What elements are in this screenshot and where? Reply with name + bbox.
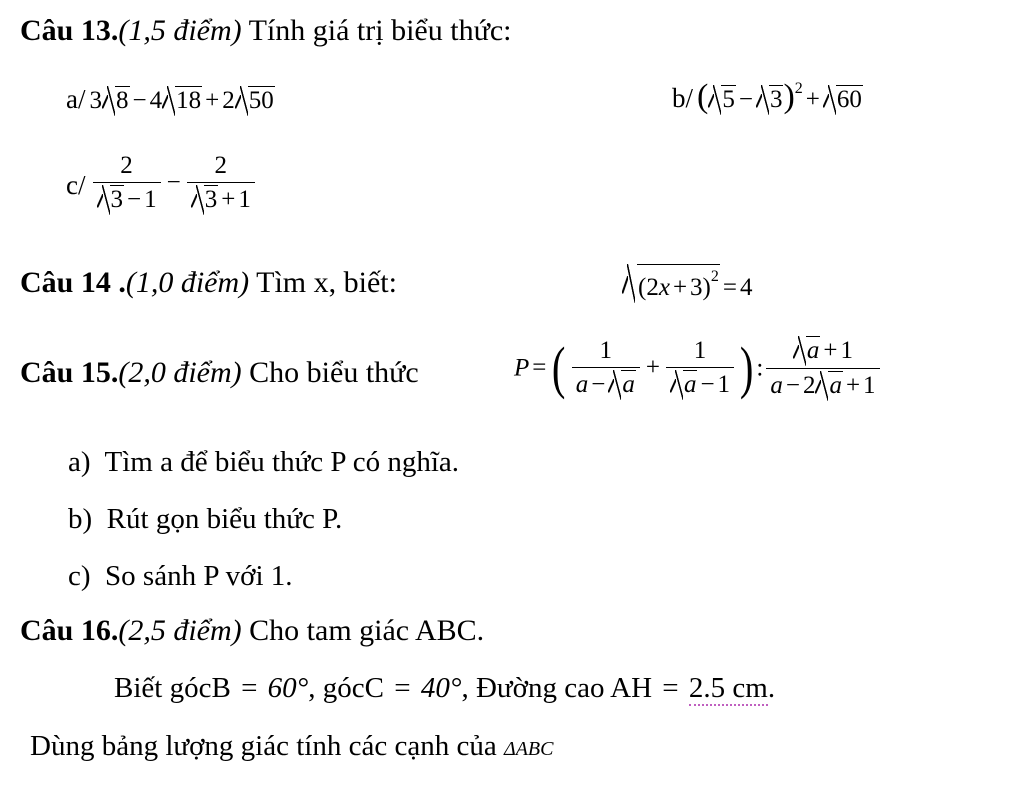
item-a-text: Tìm a để biểu thức P có nghĩa. [104, 446, 460, 478]
task-text: Dùng bảng lượng giác tính các cạnh của [30, 730, 497, 762]
question-16-points: (2,5 điểm) [118, 614, 242, 647]
question-16-heading [20, 614, 484, 648]
question-13-prompt: Tính giá trị biểu thức: [248, 14, 512, 47]
expression-b: ( 5 − 3)$^2$ + 60 [697, 78, 862, 115]
angle-c-label: góc [322, 672, 365, 704]
question-13-heading [20, 14, 512, 48]
question-15-prompt: Cho biểu thức [249, 356, 419, 389]
question-15-item-c [68, 560, 293, 593]
part-c-label: c/ [66, 169, 86, 200]
question-13-part-a [66, 84, 275, 116]
question-15-item-a [68, 446, 459, 479]
angle-b-name: B [211, 672, 231, 704]
item-a-marker: a) [68, 446, 91, 478]
angle-c-name: C [364, 672, 384, 704]
question-13-part-c [66, 152, 258, 215]
question-15-heading [20, 356, 419, 390]
question-15-title: Câu 15. [20, 356, 119, 389]
question-14-points: (1,0 điểm) [125, 266, 250, 299]
question-13-title: Câu 13. [20, 14, 119, 47]
altitude-label: Đường cao [475, 672, 605, 704]
item-b-text: Rút gọn biểu thức P. [106, 503, 343, 535]
question-16-prompt: Cho tam giác ABC. [249, 614, 485, 647]
question-16-task [30, 730, 553, 763]
angle-c-value: 40° [420, 672, 462, 704]
angle-b-label: góc [169, 672, 212, 704]
question-15-points: (2,0 điểm) [118, 356, 242, 389]
item-c-text: So sánh P với 1. [105, 560, 293, 592]
item-b-marker: b) [68, 503, 93, 535]
part-a-label: a/ [66, 84, 86, 114]
question-16-given: Biết gócB = 60°, gócC = 40°, Đường cao AH = 2.5 cm. [114, 672, 776, 704]
item-c-marker: c) [68, 560, 91, 592]
altitude-value: 2.5 cm [688, 672, 768, 704]
question-16-title: Câu 16. [20, 614, 119, 647]
question-15-item-b [68, 503, 342, 536]
question-14-title: Câu 14 . [20, 266, 126, 299]
part-b-label: b/ [672, 83, 694, 113]
given-intro: Biết [114, 672, 163, 704]
expression-a: 3 8 − 4 18 + 2 50 [89, 87, 274, 114]
expression-c: $\frac{2}{3 - 1}$ − $\frac{2}{3 + 1}$ [90, 168, 258, 195]
expression-p: P = ( $\frac{1}{a - a}$ + $\frac{1}{a - 1}$ ) : $\frac{a + 1}{a - 2 a + 1}$ [514, 336, 883, 401]
question-14-heading [20, 266, 397, 300]
question-13-points: (1,5 điểm) [118, 14, 242, 47]
triangle-abc: ΔABC [503, 738, 554, 760]
question-13-part-b [672, 78, 863, 116]
angle-b-value: 60° [267, 672, 309, 704]
altitude-name: AH [610, 672, 653, 704]
question-14-prompt: Tìm x, biết: [256, 266, 397, 299]
equation-14: $(2x + 3)^2 = 4$ [622, 264, 752, 303]
